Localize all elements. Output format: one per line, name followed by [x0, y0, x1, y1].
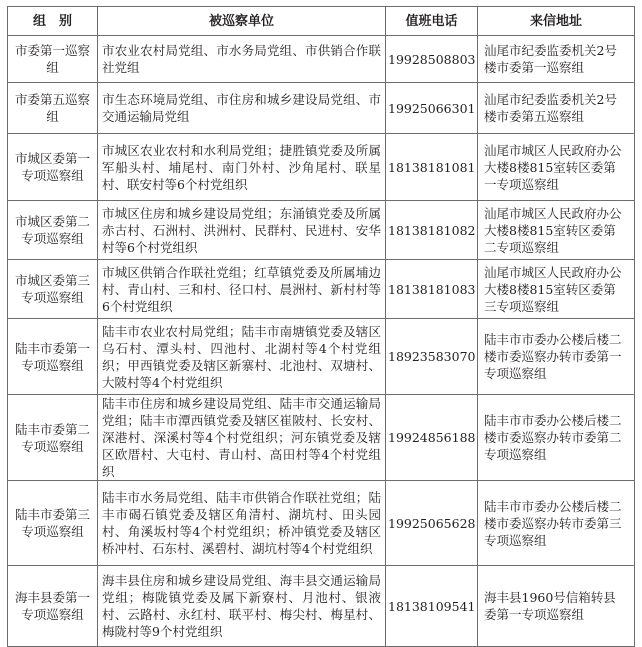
- units-cell: 市城区农业农村和水利局党组；捷胜镇党委及所属军船头村、埔尾村、南门外村、沙角尾村、联星村、联安村等6个村党组织: [98, 134, 386, 201]
- address-cell: 陆丰市市委办公楼后楼二楼市委巡察办转市委第三专项巡察组: [478, 481, 635, 566]
- address-cell: 汕尾市城区人民政府办公大楼8楼815室转区委第一专项巡察组: [478, 134, 635, 201]
- address-cell: 陆丰市市委办公楼后楼二楼市委巡察办转市委第二专项巡察组: [478, 395, 635, 481]
- phone-cell: 19924856188: [386, 395, 478, 481]
- address-cell: 陆丰市市委办公楼后楼二楼市委巡察办转市委第一专项巡察组: [478, 319, 635, 395]
- address-cell: 汕尾市纪委监委机关2号楼市委第五巡察组: [478, 83, 635, 134]
- group-cell: 陆丰市委第三专项巡察组: [8, 481, 98, 566]
- group-cell: 市委第一巡察组: [8, 36, 98, 83]
- units-cell: 市城区住房和城乡建设局党组；东涌镇党委及所属赤古村、石洲村、洪洲村、民群村、民进村、安华村等6个村党组织: [98, 201, 386, 260]
- group-cell: 市城区委第三专项巡察组: [8, 260, 98, 319]
- units-cell: 陆丰市水务局党组、陆丰市供销合作联社党组；陆丰市碣石镇党委及辖区角清村、湖坑村、田头园村、角溪坂村等4个村党组织；桥冲镇党委及辖区桥冲村、石东村、溪碧村、湖坑村等4个村党组织: [98, 481, 386, 566]
- units-cell: 海丰县住房和城乡建设局党组、海丰县交通运输局党组；梅陇镇党委及属下新寮村、月池村、银液村、云路村、永红村、联平村、梅尖村、梅星村、梅陇村等9个村党组织: [98, 566, 386, 647]
- table-row: [8, 395, 635, 481]
- header-address: 来信地址: [478, 7, 635, 36]
- address-cell: 汕尾市城区人民政府办公大楼8楼815室转区委第二专项巡察组: [478, 201, 635, 260]
- table-row: [8, 260, 635, 319]
- table-row: [8, 201, 635, 260]
- phone-cell: 18923583070: [386, 319, 478, 395]
- group-cell: 陆丰市委第一专项巡察组: [8, 319, 98, 395]
- address-cell: 汕尾市纪委监委机关2号楼市委第一巡察组: [478, 36, 635, 83]
- phone-cell: 18138181082: [386, 201, 478, 260]
- phone-cell: 18138181083: [386, 260, 478, 319]
- phone-cell: 19925066301: [386, 83, 478, 134]
- units-cell: 陆丰市农业农村局党组；陆丰市南塘镇党委及辖区乌石村、潭头村、四池村、北湖村等4个村党组织；甲西镇党委及辖区新寨村、北池村、双塘村、大陂村等4个村党组织: [98, 319, 386, 395]
- group-cell: 市城区委第二专项巡察组: [8, 201, 98, 260]
- inspection-table: [7, 6, 635, 647]
- header-units: 被巡察单位: [98, 7, 386, 36]
- header-phone: 值班电话: [386, 7, 478, 36]
- phone-cell: 18138181081: [386, 134, 478, 201]
- phone-cell: 19928508803: [386, 36, 478, 83]
- group-cell: 市委第五巡察组: [8, 83, 98, 134]
- table-header-row: [8, 7, 635, 36]
- group-cell: 市城区委第一专项巡察组: [8, 134, 98, 201]
- group-cell: 海丰县委第一专项巡察组: [8, 566, 98, 647]
- units-cell: 市城区供销合作联社党组；红草镇党委及所属埔边村、青山村、三和村、径口村、晨洲村、新村村等6个村党组织: [98, 260, 386, 319]
- units-cell: 市农业农村局党组、市水务局党组、市供销合作联社党组: [98, 36, 386, 83]
- units-cell: 陆丰市住房和城乡建设局党组、陆丰市交通运输局党组；陆丰市潭西镇党委及辖区崔陂村、长安村、深港村、深溪村等4个村党组织；河东镇党委及辖区欧厝村、大屯村、青山村、高田村等4个村党组织: [98, 395, 386, 481]
- table-row: [8, 36, 635, 83]
- address-cell: 海丰县1960号信箱转县委第一专项巡察组: [478, 566, 635, 647]
- header-group: 组 别: [8, 7, 98, 36]
- table-row: [8, 134, 635, 201]
- table-row: [8, 83, 635, 134]
- table-row: [8, 481, 635, 566]
- units-cell: 市生态环境局党组、市住房和城乡建设局党组、市交通运输局党组: [98, 83, 386, 134]
- phone-cell: 19925065628: [386, 481, 478, 566]
- group-cell: 陆丰市委第二专项巡察组: [8, 395, 98, 481]
- address-cell: 汕尾市城区人民政府办公大楼8楼815室转区委第三专项巡察组: [478, 260, 635, 319]
- phone-cell: 18138109541: [386, 566, 478, 647]
- table-row: [8, 566, 635, 647]
- table-row: [8, 319, 635, 395]
